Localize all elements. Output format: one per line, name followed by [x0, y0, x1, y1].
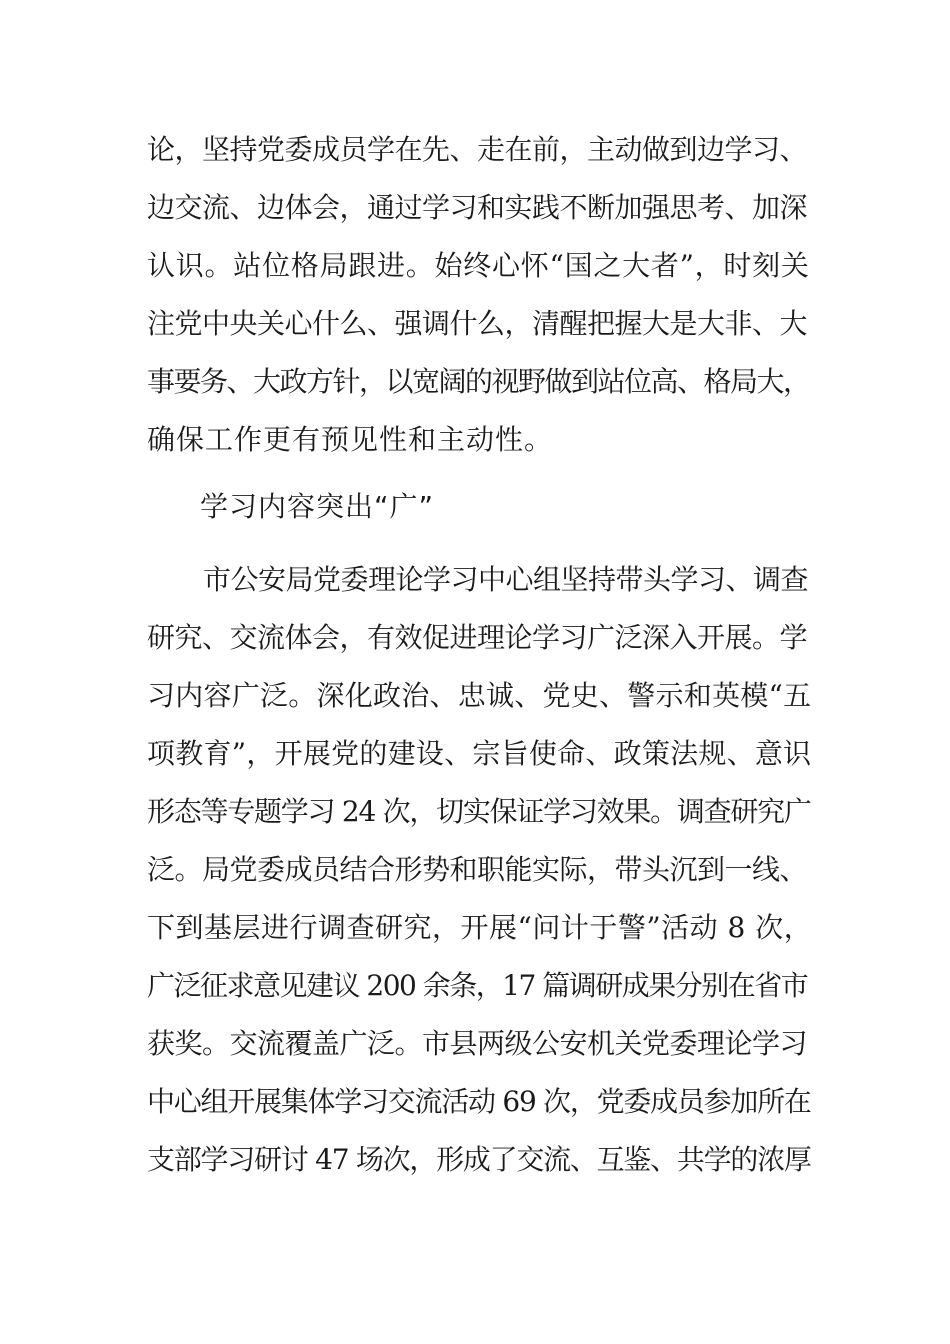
paragraph-2-line-4: 项教育”，开展党的建设、宗旨使命、政策法规、意识: [147, 737, 812, 770]
paragraph-2-line-7: 下到基层进行调查研究，开展“问计于警”活动 8 次，: [147, 911, 813, 944]
paragraph-2-line-8: 广泛征求意见建议 200 余条，17 篇调研成果分别在省市: [147, 969, 808, 1002]
paragraph-2-line-3: 习内容广泛。深化政治、忠诚、党史、警示和英模“五: [147, 679, 812, 712]
paragraph-1-line-1: 论，坚持党委成员学在先、走在前，主动做到边学习、: [147, 133, 808, 166]
paragraph-1-line-5: 事要务、大政方针，以宽阔的视野做到站位高、格局大，: [147, 365, 810, 398]
paragraph-2-line-6: 泛。局党委成员结合形势和职能实际，带头沉到一线、: [147, 853, 808, 886]
paragraph-1-line-2: 边交流、边体会，通过学习和实践不断加强思考、加深: [147, 191, 808, 224]
paragraph-2-line-5: 形态等专题学习 24 次，切实保证学习效果。调查研究广: [147, 795, 811, 828]
paragraph-1-line-3: 认识。站位格局跟进。始终心怀“国之大者”，时刻关: [147, 249, 810, 282]
paragraph-1-line-4: 注党中央关心什么、强调什么，清醒把握大是大非、大: [147, 307, 808, 340]
paragraph-2-line-2: 研究、交流体会，有效促进理论学习广泛深入开展。学: [147, 621, 808, 654]
paragraph-1-line-6: 确保工作更有预见性和主动性。: [147, 423, 554, 456]
paragraph-2-line-1: 市公安局党委理论学习中心组坚持带头学习、调查: [203, 563, 809, 596]
paragraph-2-line-9: 获奖。交流覆盖广泛。市县两级公安机关党委理论学习: [147, 1027, 808, 1060]
section-heading: 学习内容突出“广”: [200, 490, 435, 523]
paragraph-2-line-10: 中心组开展集体学习交流活动 69 次，党委成员参加所在: [147, 1085, 811, 1118]
paragraph-2-line-11: 支部学习研讨 47 场次，形成了交流、互鉴、共学的浓厚: [147, 1143, 811, 1176]
